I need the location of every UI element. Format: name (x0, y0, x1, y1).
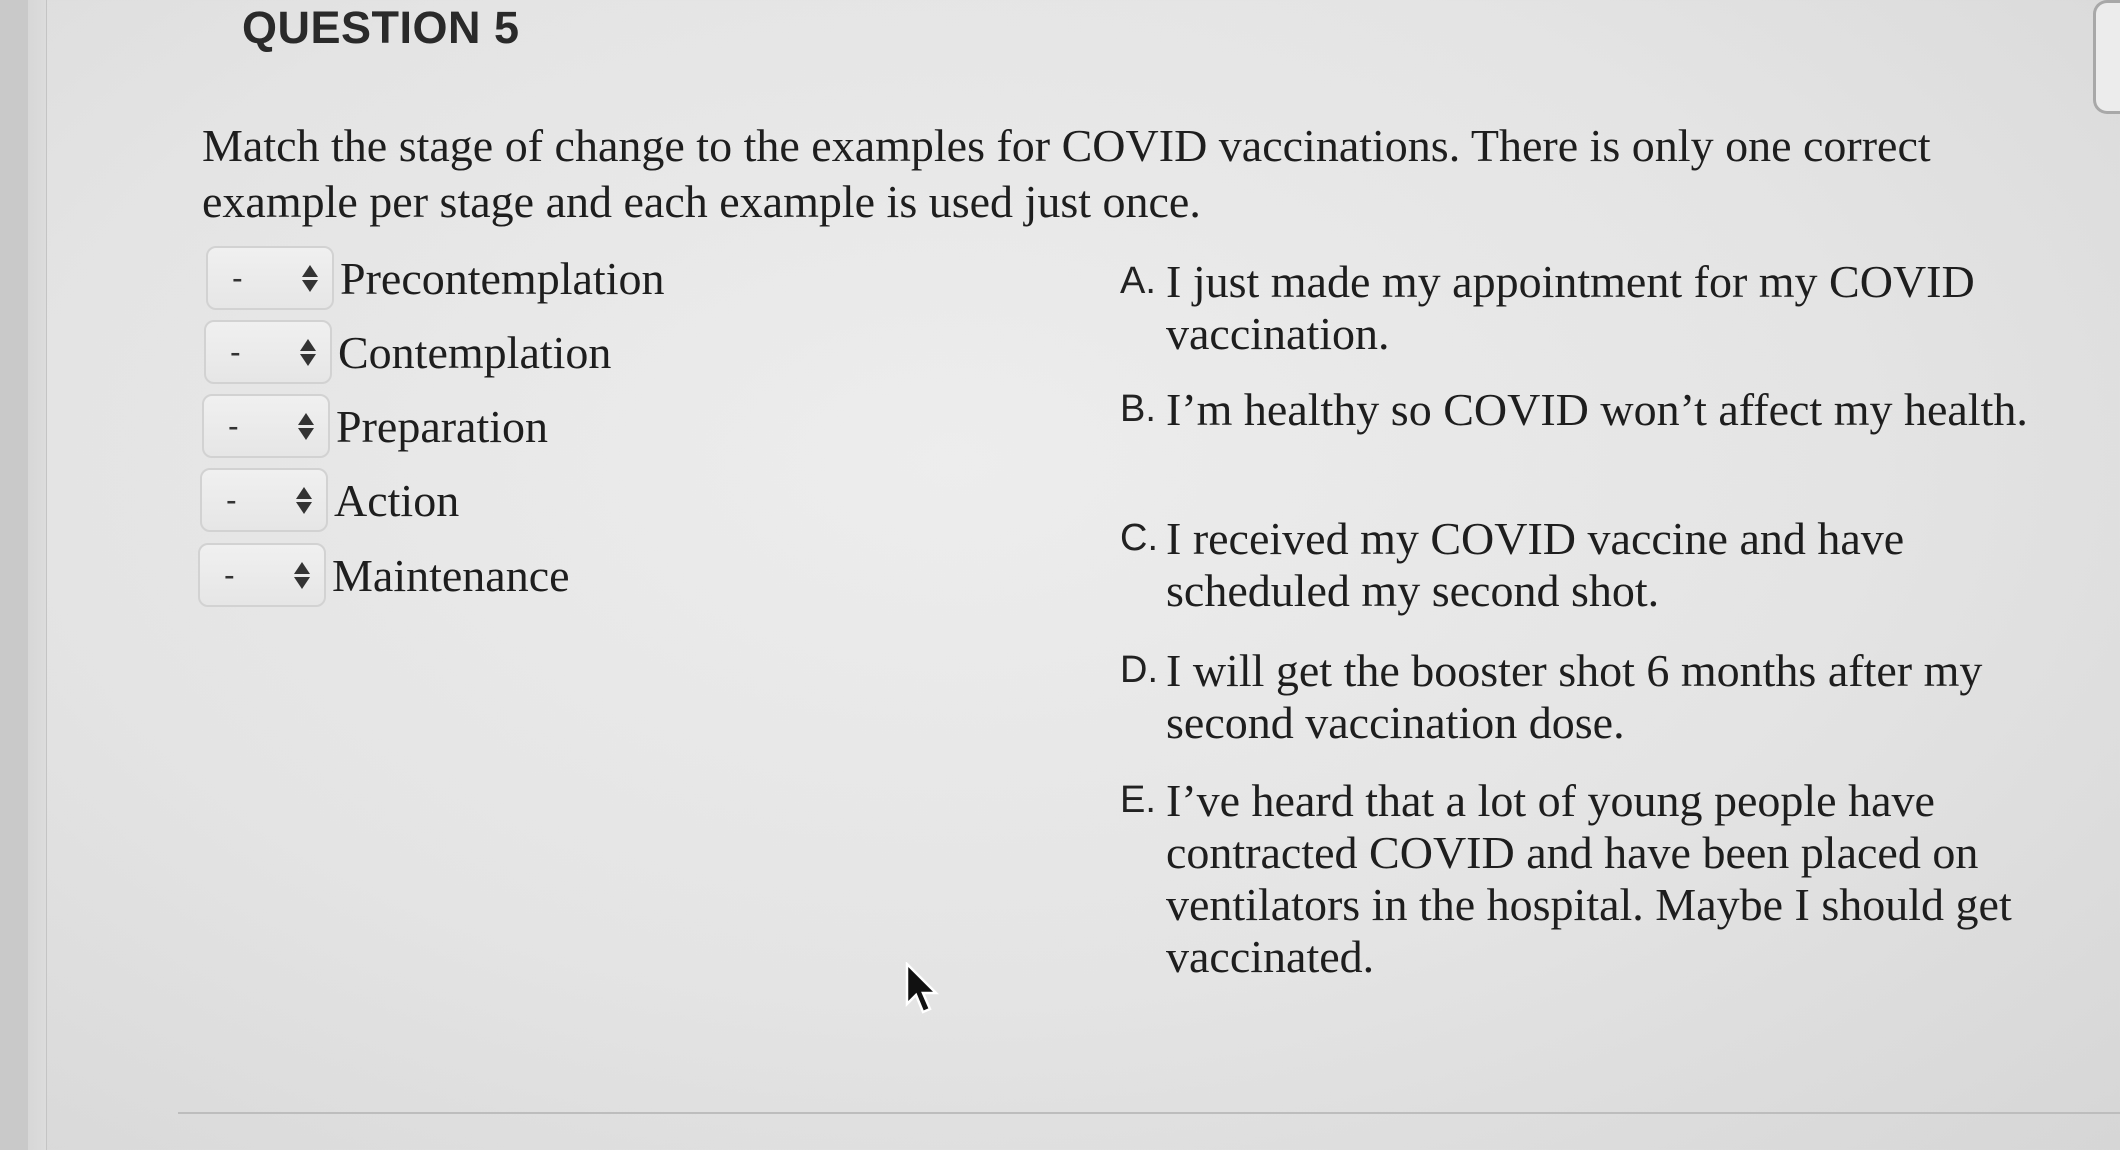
divider (178, 1112, 2120, 1114)
stage-row-preparation (202, 393, 548, 459)
select-value: - (230, 333, 241, 370)
up-down-arrows-icon (302, 265, 318, 292)
scrollbar-thumb[interactable] (2093, 0, 2120, 114)
stage-label: Maintenance (332, 549, 570, 601)
example-text: I will get the booster shot 6 months after my second vaccination dose. (1166, 645, 1983, 748)
stage-select-precontemplation[interactable] (206, 246, 334, 310)
example-c (1120, 513, 2040, 617)
question-title: QUESTION 5 (242, 2, 520, 53)
select-value: - (228, 407, 239, 444)
stage-label: Action (334, 474, 460, 526)
example-e (1120, 775, 2040, 983)
up-down-arrows-icon (296, 487, 312, 514)
stage-select-maintenance[interactable] (198, 543, 326, 607)
example-d (1120, 645, 2040, 749)
stage-row-action (200, 467, 459, 533)
stage-select-action[interactable] (200, 468, 328, 532)
select-value: - (232, 259, 243, 296)
example-letter: A. (1120, 260, 1156, 302)
example-b (1120, 384, 2040, 436)
stage-select-contemplation[interactable] (204, 320, 332, 384)
example-letter: B. (1120, 388, 1156, 430)
stage-label: Precontemplation (340, 252, 665, 304)
stage-label: Preparation (336, 400, 549, 452)
example-text: I just made my appointment for my COVID vaccination. (1166, 256, 1975, 359)
stage-row-contemplation (204, 319, 611, 385)
question-prompt: Match the stage of change to the examples for COVID vaccinations. There is only one correct example per stage and each example is used just once. (202, 120, 1931, 227)
stage-label: Contemplation (338, 326, 612, 378)
example-letter: C. (1120, 517, 1158, 559)
example-letter: D. (1120, 649, 1158, 691)
stage-row-precontemplation (206, 245, 664, 311)
select-value: - (226, 481, 237, 518)
example-a (1120, 256, 2040, 360)
up-down-arrows-icon (300, 339, 316, 366)
stage-row-maintenance (198, 542, 570, 608)
stage-select-preparation[interactable] (202, 394, 330, 458)
example-text: I received my COVID vaccine and have scheduled my second shot. (1166, 513, 1905, 616)
example-letter: E. (1120, 779, 1156, 821)
example-text: I’ve heard that a lot of young people have contracted COVID and have been placed on ventilators in the hospital. Maybe I should get vaccinated. (1166, 775, 2012, 982)
select-value: - (224, 556, 235, 593)
page-left-bezel (0, 0, 28, 1150)
mouse-cursor-icon (905, 962, 941, 1018)
example-text: I’m healthy so COVID won’t affect my health. (1166, 384, 2028, 435)
up-down-arrows-icon (294, 562, 310, 589)
up-down-arrows-icon (298, 413, 314, 440)
